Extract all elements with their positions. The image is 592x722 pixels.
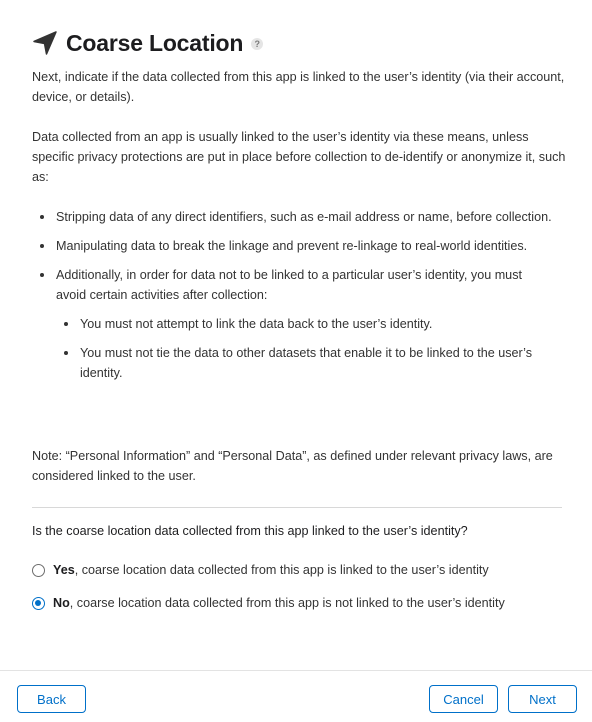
option-yes-text: , coarse location data collected from this app is linked to the user’s identity — [74, 563, 489, 577]
location-arrow-icon — [32, 30, 58, 56]
back-button[interactable]: Back — [17, 685, 86, 713]
page-header — [32, 28, 263, 58]
sub-bullets — [56, 314, 552, 383]
question-label: Is the coarse location data collected from this app linked to the user’s identity? — [32, 524, 468, 538]
option-no-strong: No — [53, 596, 70, 610]
bullet-text: Manipulating data to break the linkage and prevent re-linkage to real-world identities. — [56, 239, 528, 253]
bullet-text: Additionally, in order for data not to be linked to a particular user’s identity, you must avoid certain activities after collection: — [56, 268, 522, 302]
radio-no[interactable] — [32, 597, 45, 610]
list-item — [56, 314, 552, 334]
footer-divider — [0, 670, 592, 671]
option-yes-strong: Yes — [53, 563, 75, 577]
option-no[interactable] — [32, 596, 505, 610]
page-title: Coarse Location — [66, 29, 244, 56]
explanation-text: Data collected from an app is usually linked to the user’s identity via these means, unless specific privacy protections are put in place before collection to de-identify or anonymize it, such as: — [32, 130, 566, 184]
divider — [32, 507, 562, 508]
intro-text: Next, indicate if the data collected from this app is linked to the user’s identity (via their account, device, or details). — [32, 70, 565, 104]
list-item — [32, 265, 552, 383]
next-button[interactable]: Next — [508, 685, 577, 713]
bullet-text: Stripping data of any direct identifiers, such as e-mail address or name, before collection. — [56, 210, 552, 224]
option-no-text: , coarse location data collected from this app is not linked to the user’s identity — [69, 596, 505, 610]
help-icon[interactable]: ? — [251, 38, 263, 50]
cancel-button[interactable]: Cancel — [429, 685, 498, 713]
list-item — [32, 207, 552, 227]
note-text: Note: “Personal Information” and “Personal Data”, as defined under relevant privacy laws, are considered linked to the user. — [32, 449, 553, 483]
list-item — [32, 236, 552, 256]
sub-bullet-text: You must not attempt to link the data back to the user’s identity. — [80, 317, 433, 331]
sub-bullet-text: You must not tie the data to other datasets that enable it to be linked to the user’s identity. — [80, 346, 533, 380]
option-yes[interactable] — [32, 563, 489, 577]
privacy-bullets — [32, 207, 552, 392]
list-item — [56, 343, 552, 383]
radio-yes[interactable] — [32, 564, 45, 577]
